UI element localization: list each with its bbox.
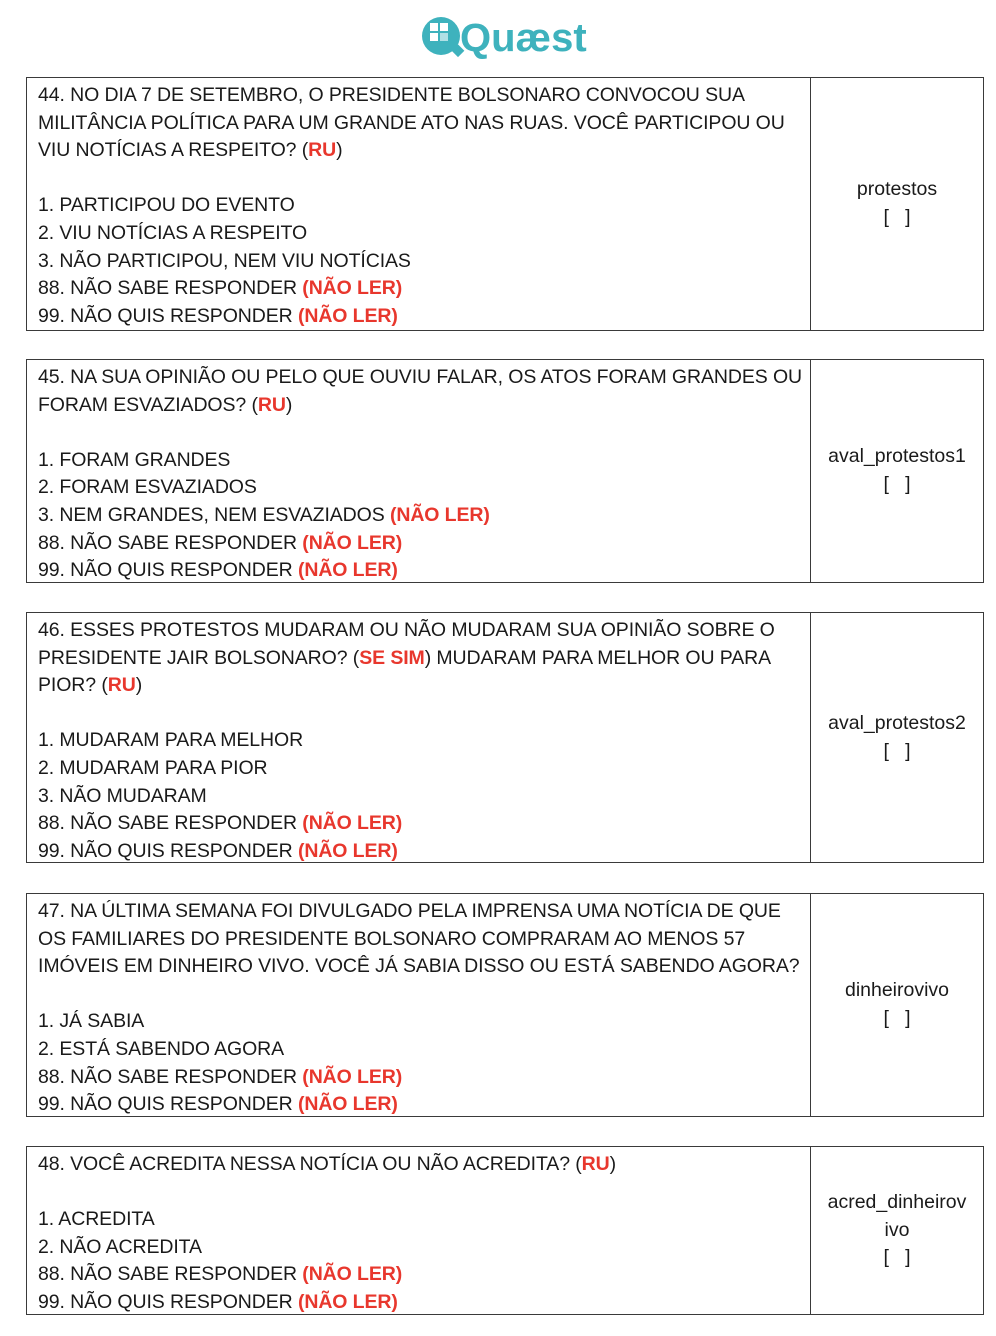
option: 99. NÃO QUIS RESPONDER (NÃO LER) bbox=[38, 839, 398, 862]
option: 88. NÃO SABE RESPONDER (NÃO LER) bbox=[38, 531, 403, 554]
answer-box[interactable]: [ ] bbox=[883, 1007, 911, 1029]
question-44 bbox=[26, 77, 984, 331]
option: 99. NÃO QUIS RESPONDER (NÃO LER) bbox=[38, 559, 398, 582]
options-list bbox=[38, 727, 800, 863]
option: 3. NÃO MUDARAM bbox=[38, 784, 207, 807]
options-list bbox=[38, 447, 800, 583]
variable-name: acred_dinheirov bbox=[827, 1191, 967, 1214]
option: 1. PARTICIPOU DO EVENTO bbox=[38, 194, 295, 217]
question-text bbox=[27, 78, 811, 330]
question-line: 48. VOCÊ ACREDITA NESSA NOTÍCIA OU NÃO ACREDITA? (RU) bbox=[38, 1153, 617, 1175]
option: 99. NÃO QUIS RESPONDER (NÃO LER) bbox=[38, 1093, 398, 1116]
question-line: IMÓVEIS EM DINHEIRO VIVO. VOCÊ JÁ SABIA DISSO OU ESTÁ SABENDO AGORA? bbox=[38, 955, 800, 978]
variable-name: aval_protestos2 bbox=[828, 711, 966, 734]
option: 2. ESTÁ SABENDO AGORA bbox=[38, 1037, 285, 1060]
question-line: MILITÂNCIA POLÍTICA PARA UM GRANDE ATO NAS RUAS. VOCÊ PARTICIPOU OU bbox=[38, 111, 785, 134]
option: 88. NÃO SABE RESPONDER (NÃO LER) bbox=[38, 812, 403, 835]
question-text bbox=[27, 360, 811, 582]
logo-wordmark: Quæst bbox=[460, 16, 587, 60]
question-line: PRESIDENTE JAIR BOLSONARO? (SE SIM) MUDARAM PARA MELHOR OU PARA bbox=[38, 646, 772, 669]
instruction-tag: SE SIM bbox=[359, 646, 425, 669]
variable-cell bbox=[811, 360, 983, 582]
option: 88. NÃO SABE RESPONDER (NÃO LER) bbox=[38, 1065, 403, 1088]
instruction-tag: RU bbox=[581, 1153, 610, 1175]
quaest-logo-mark bbox=[422, 17, 464, 57]
answer-box[interactable]: [ ] bbox=[883, 206, 911, 228]
question-line: FORAM ESVAZIADOS? (RU) bbox=[38, 393, 293, 416]
option: 2. FORAM ESVAZIADOS bbox=[38, 476, 257, 499]
answer-box[interactable]: [ ] bbox=[883, 473, 911, 495]
variable-name-continued: ivo bbox=[884, 1218, 910, 1241]
option: 1. ACREDITA bbox=[38, 1208, 155, 1231]
instruction-tag: RU bbox=[308, 139, 337, 162]
question-46 bbox=[26, 612, 984, 863]
answer-box[interactable]: [ ] bbox=[883, 739, 911, 762]
option: 3. NEM GRANDES, NEM ESVAZIADOS (NÃO LER) bbox=[38, 503, 490, 526]
question-48 bbox=[26, 1146, 984, 1315]
option: 2. NÃO ACREDITA bbox=[38, 1235, 202, 1258]
options-list bbox=[38, 192, 800, 330]
option: 1. FORAM GRANDES bbox=[38, 448, 231, 471]
question-45 bbox=[26, 359, 984, 583]
option: 99. NÃO QUIS RESPONDER (NÃO LER) bbox=[38, 1290, 398, 1313]
options-list bbox=[38, 1206, 800, 1315]
variable-name: protestos bbox=[856, 178, 938, 201]
variable-cell bbox=[811, 1147, 983, 1314]
option: 88. NÃO SABE RESPONDER (NÃO LER) bbox=[38, 1263, 403, 1286]
instruction-tag: RU bbox=[257, 393, 286, 416]
option: 99. NÃO QUIS RESPONDER (NÃO LER) bbox=[38, 304, 398, 327]
question-line: VIU NOTÍCIAS A RESPEITO? (RU) bbox=[38, 139, 343, 162]
variable-name: aval_protestos1 bbox=[828, 445, 966, 468]
answer-box[interactable]: [ ] bbox=[883, 1246, 911, 1269]
variable-cell bbox=[811, 613, 983, 862]
variable-name: dinheirovivo bbox=[844, 979, 950, 1002]
option: 2. MUDARAM PARA PIOR bbox=[38, 756, 268, 779]
question-text bbox=[27, 894, 811, 1116]
question-line: PIOR? (RU) bbox=[38, 674, 143, 697]
variable-cell bbox=[811, 894, 983, 1116]
option: 3. NÃO PARTICIPOU, NEM VIU NOTÍCIAS bbox=[38, 249, 411, 272]
question-line: 47. NA ÚLTIMA SEMANA FOI DIVULGADO PELA IMPRENSA UMA NOTÍCIA DE QUE bbox=[38, 900, 781, 922]
question-47 bbox=[26, 893, 984, 1117]
variable-cell bbox=[811, 78, 983, 330]
instruction-tag: RU bbox=[107, 674, 136, 697]
option: 1. JÁ SABIA bbox=[38, 1010, 145, 1033]
option: 1. MUDARAM PARA MELHOR bbox=[38, 729, 304, 752]
question-text bbox=[27, 613, 811, 862]
question-line: 45. NA SUA OPINIÃO OU PELO QUE OUVIU FALAR, OS ATOS FORAM GRANDES OU bbox=[38, 366, 803, 388]
question-line: OS FAMILIARES DO PRESIDENTE BOLSONARO COMPRARAM AO MENOS 57 bbox=[38, 927, 746, 950]
question-line: 44. NO DIA 7 DE SETEMBRO, O PRESIDENTE BOLSONARO CONVOCOU SUA bbox=[38, 84, 745, 106]
question-text bbox=[27, 1147, 811, 1314]
option: 2. VIU NOTÍCIAS A RESPEITO bbox=[38, 221, 308, 244]
quaest-logo bbox=[420, 8, 590, 64]
question-line: 46. ESSES PROTESTOS MUDARAM OU NÃO MUDARAM SUA OPINIÃO SOBRE O bbox=[38, 619, 775, 641]
options-list bbox=[38, 1008, 800, 1117]
option: 88. NÃO SABE RESPONDER (NÃO LER) bbox=[38, 277, 403, 300]
